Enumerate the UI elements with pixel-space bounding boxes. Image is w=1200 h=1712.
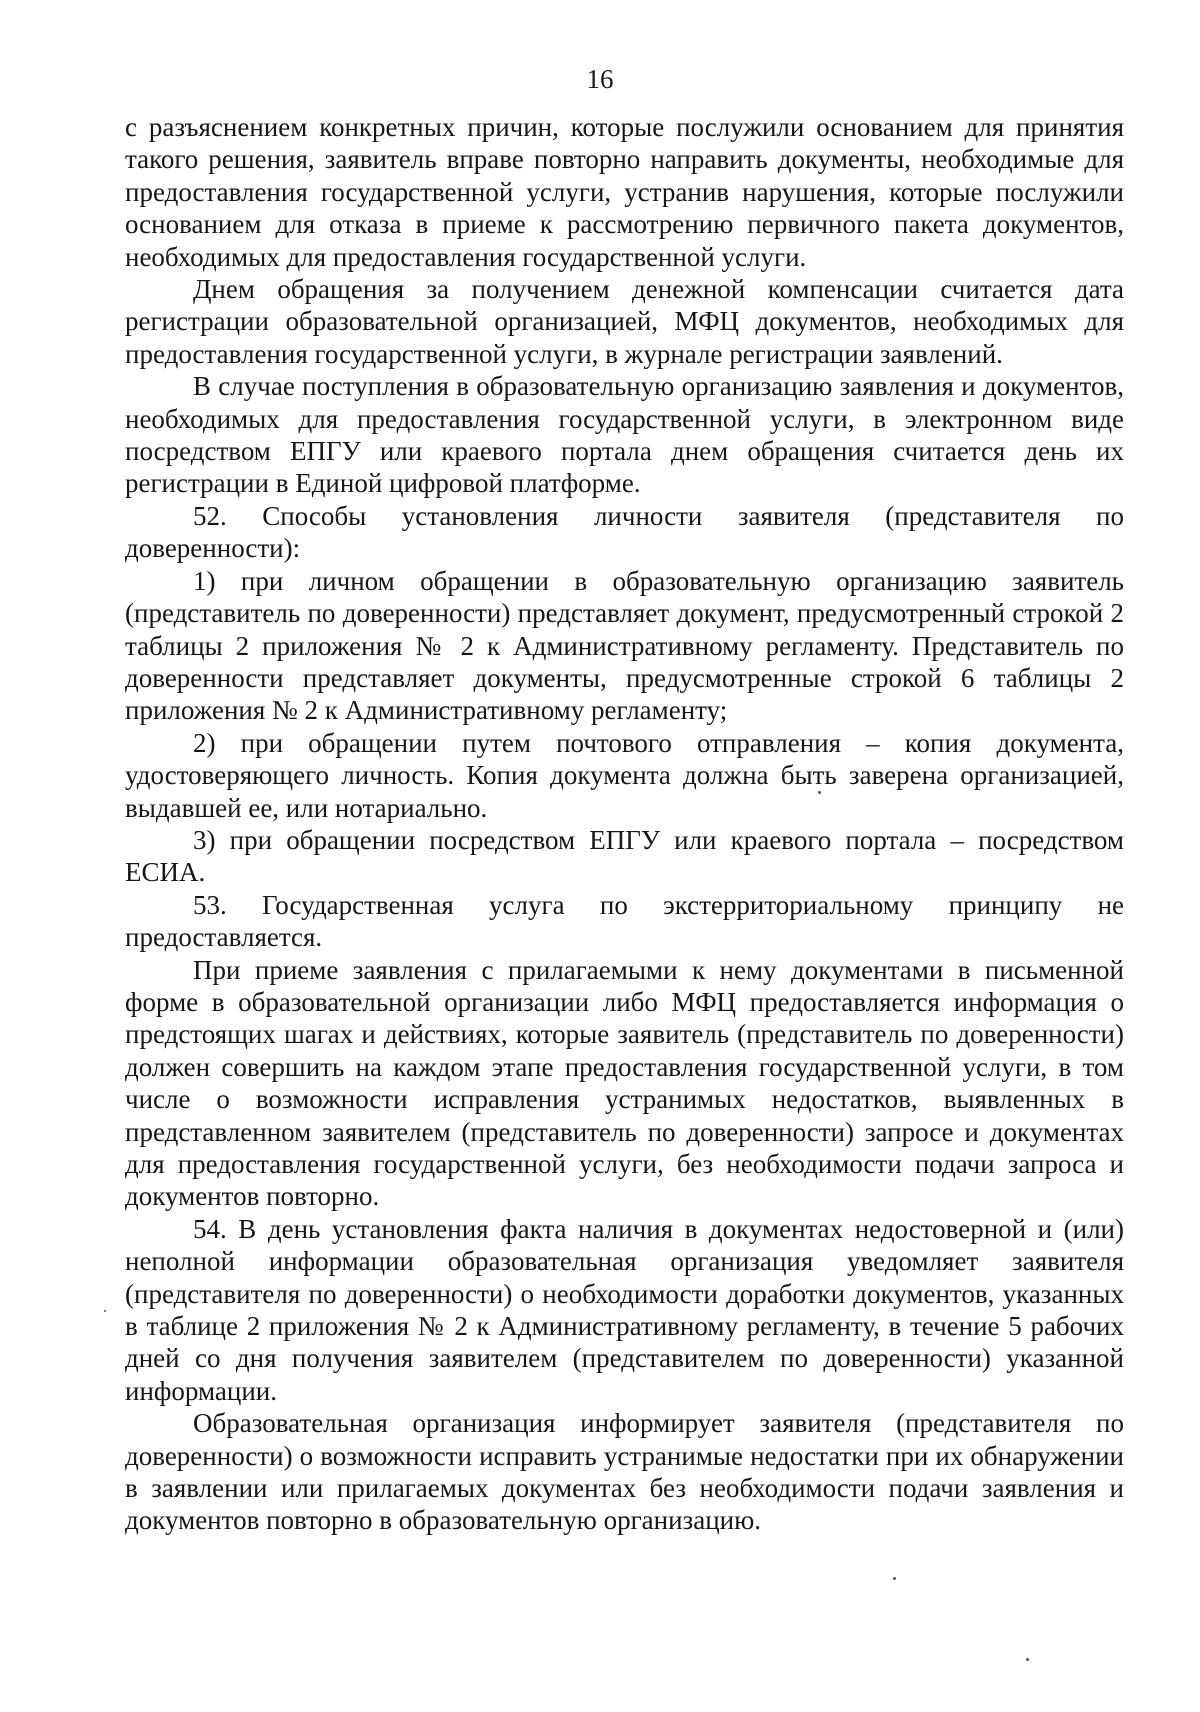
scan-speck [1026,1658,1029,1661]
paragraph-item-2-postal: 2) при обращении путем почтового отправления – копия документа, удостоверяющего личность. Копия документа должна быть заверена организацией, выдавшей ее, или нотариально. [125,727,1124,823]
paragraph-clause-54: 54. В день установления факта наличия в документах недостоверной и (или) неполной информации образовательная организация уведомляет заявителя (представителя по доверенности) о необходимости доработки документов, указанных в таблице 2 приложения № 2 к Административному регламенту, в течение 5 рабочих дней со дня получения заявителем (представителем по доверенности) указанной информации. [125,1213,1124,1406]
scan-speck [104,1310,106,1312]
paragraph-clause-53: 53. Государственная услуга по экстерриториальному принципу не предоставляется. [125,889,1124,953]
scan-speck [893,1577,896,1580]
paragraph-item-1-personal-visit: 1) при личном обращении в образовательную организацию заявитель (представитель по доверенности) представляет документ, предусмотренный строкой 2 таблицы 2 приложения № 2 к Административному регламенту. Представитель по доверенности представляет документы, предусмотренные строкой 6 таблицы 2 приложения № 2 к Административному регламенту; [125,565,1124,726]
page-number: 16 [586,64,614,94]
paragraph-information-on-steps: При приеме заявления с прилагаемыми к нему документами в письменной форме в образовательной организации либо МФЦ предоставляется информация о предстоящих шагах и действиях, которые заявитель (представитель по доверенности) должен совершить на каждом этапе предоставления государственной услуги, в том числе о возможности исправления устранимых недостатков, выявленных в представленном заявителем (представитель по доверенности) запросе и документах для предоставления государственной услуги, без необходимости подачи запроса и документов повторно. [125,954,1124,1212]
paragraph-correction-notice: Образовательная организация информирует заявителя (представителя по доверенности) о возможности исправить устранимые недостатки при их обнаружении в заявлении или прилагаемых документах без необходимости подачи заявления и документов повторно в образовательную организацию. [125,1408,1124,1536]
paragraph-item-3-epgu: 3) при обращении посредством ЕПГУ или краевого портала – посредством ЕСИА. [125,824,1124,888]
paragraph-clause-52: 52. Способы установления личности заявителя (представителя по доверенности): [125,500,1124,564]
paragraph-electronic-submission: В случае поступления в образовательную организацию заявления и документов, необходимых для предоставления государственной услуги, в электронном виде посредством ЕПГУ или краевого портала днем обращения считается день их регистрации в Единой цифровой платформе. [125,371,1124,499]
document-body [125,111,1124,1537]
paragraph-continuation: с разъяснением конкретных причин, которые послужили основанием для принятия такого решения, заявитель вправе повторно направить документы, необходимые для предоставления государственной услуги, устранив нарушения, которые послужили основанием для отказа в приеме к рассмотрению первичного пакета документов, необходимых для предоставления государственной услуги. [125,112,1124,272]
paragraph-date-of-application: Днем обращения за получением денежной компенсации считается дата регистрации образовательной организацией, МФЦ документов, необходимых для предоставления государственной услуги, в журнале регистрации заявлений. [125,274,1124,369]
scan-speck [818,791,821,794]
